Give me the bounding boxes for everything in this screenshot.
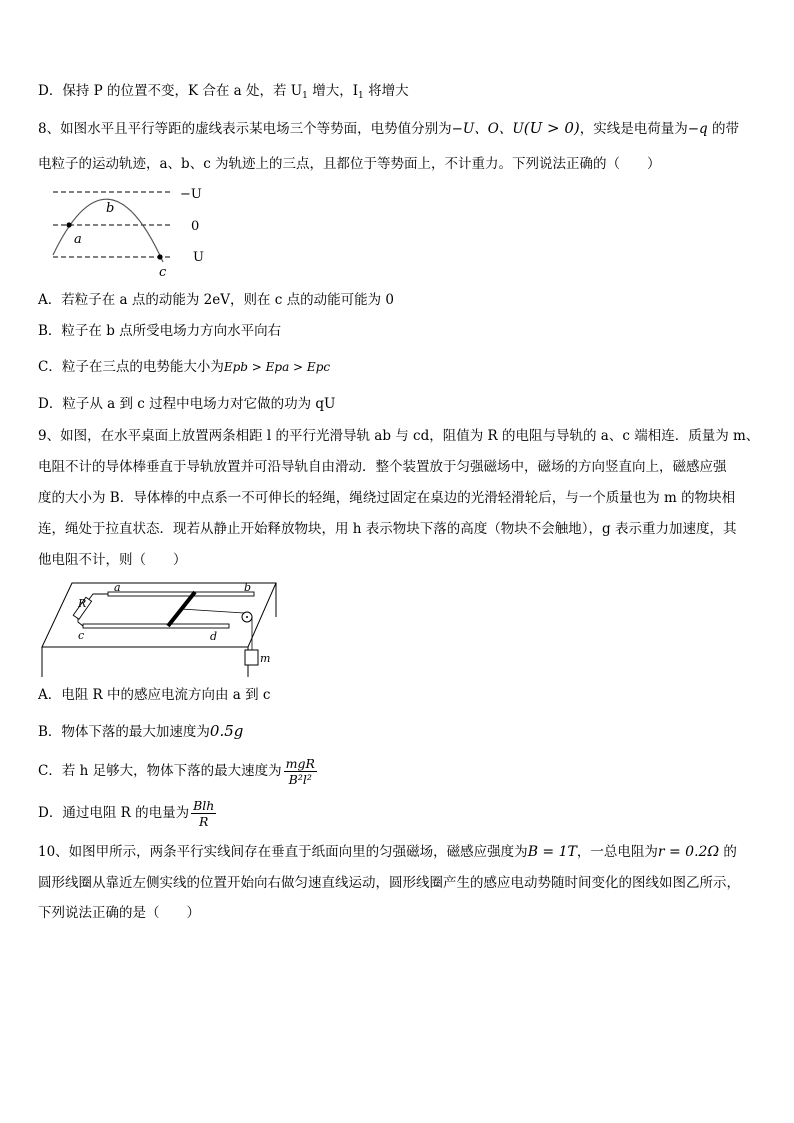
point-b-label: b [106,201,115,216]
fraction-numerator: Blh [193,798,215,813]
q9-option-b-text: B．物体下落的最大加速度为 [38,724,210,740]
q8-option-c-text: C．粒子在三点的电势能大小为 [38,359,224,375]
point-c-dot [157,254,162,259]
q9-option-b [38,722,243,741]
q9-stem-line3: 度的大小为 B．导体棒的中点系一不可伸长的轻绳，绳绕过固定在桌边的光滑轻滑轮后，与一个质量也为 m 的物块相 [38,490,736,506]
fraction-denominator: R [198,814,209,829]
q8-stem-text2: ，实线是电荷量为 [579,121,688,137]
q9-rail-figure [38,577,283,677]
rail-cd [83,624,229,628]
label-r: R [78,597,87,610]
q10-stem-line2: 圆形线圈从靠近左侧实线的位置开始向右做匀速直线运动，圆形线圈产生的感应电动势随时间变化的图线如图乙所示， [38,875,740,891]
q8-charge: −q [687,121,708,137]
q8-option-c-formula: Epb > Epa > Epc [223,360,331,374]
q8-stem-line1 [38,119,739,138]
point-c-label: c [159,265,167,280]
q8-condition: (U > 0) [523,119,580,137]
q10-text2: ，一总电阻为 [576,844,658,860]
q8-option-d: D．粒子从 a 到 c 过程中电场力对它做的功为 qU [38,396,336,412]
q10-stem-line3: 下列说法正确的是（ ） [38,905,200,921]
q9-stem-line4: 连，绳处于拉直状态．现若从静止开始释放物块，用 h 表示物块下落的高度（物块不会触地），g 表示重力加速度，其 [38,521,737,537]
point-a-dot [66,222,71,227]
rope-horizontal [181,609,244,613]
q7-option-d-part2: 增大，I [312,83,359,99]
q9-option-c [38,756,317,787]
label-minus-u: −U [180,187,202,202]
q9-option-d-text: D．通过电阻 R 的电量为 [38,805,190,821]
q8-equipotential-figure [48,180,228,280]
label-m: m [260,652,271,665]
label-b: b [244,581,252,594]
q7-option-d-part1: D．保持 P 的位置不变，K 合在 a 处，若 U [38,83,303,99]
q9-stem-line5: 他电阻不计，则（ ） [38,552,187,568]
q9-option-d [38,798,216,829]
q10-resistance: r = 0.2Ω [657,844,720,860]
q10-field-strength: B = 1T [527,844,577,860]
label-d: d [210,630,218,643]
q9-option-a: A．电阻 R 中的感应电流方向由 a 到 c [38,687,271,703]
q8-option-c [38,358,330,376]
pulley-center [246,616,248,618]
q8-option-b: B．粒子在 b 点所受电场力方向水平向右 [38,323,282,339]
q7-option-d [38,82,409,105]
q9-option-b-value: 0.5g [209,722,244,740]
block-m [245,650,258,665]
label-zero: 0 [191,219,200,234]
label-c: c [78,629,85,642]
q8-potentials: −U、O、U [451,121,524,137]
q9-stem-line2: 电阻不计的导体棒垂直于导轨放置并可沿导轨自由滑动．整个装置放于匀强磁场中，磁场的方向竖直向上，磁感应强 [38,459,727,475]
q9-stem-line1: 9、如图，在水平桌面上放置两条相距 l 的平行光滑导轨 ab 与 cd，阻值为 R 的电阻与导轨的 a、c 端相连．质量为 m、 [38,428,760,444]
point-a-label: a [74,232,82,247]
subscript: 1 [358,91,364,101]
label-u: U [193,250,204,265]
q9-option-d-fraction [191,798,216,829]
rail-ab [108,592,254,596]
fraction-numerator: mgR [285,756,315,771]
q10-stem-line1 [38,843,737,861]
fraction-denominator: B²l² [288,772,312,787]
q9-option-c-fraction [284,756,317,787]
label-a: a [114,581,121,594]
q9-option-c-text: C．若 h 足够大，物体下落的最大速度为 [38,763,282,779]
subscript: 1 [302,91,308,101]
q8-option-a: A．若粒子在 a 点的动能为 2eV，则在 c 点的动能可能为 0 [38,292,395,308]
q8-stem-text3: 的带 [707,121,739,137]
q10-text1: 10、如图甲所示，两条平行实线间存在垂直于纸面向里的匀强磁场，磁感应强度为 [38,844,528,860]
q8-stem-text: 8、如图水平且平行等距的虚线表示某电场三个等势面，电势值分别为 [38,121,452,137]
q10-text3: 的 [719,844,737,860]
q7-option-d-part3: 将增大 [368,83,409,99]
q8-stem-line2: 电粒子的运动轨迹，a、b、c 为轨迹上的三点，且都位于等势面上，不计重力。下列说法正确的（ ） [38,156,661,172]
